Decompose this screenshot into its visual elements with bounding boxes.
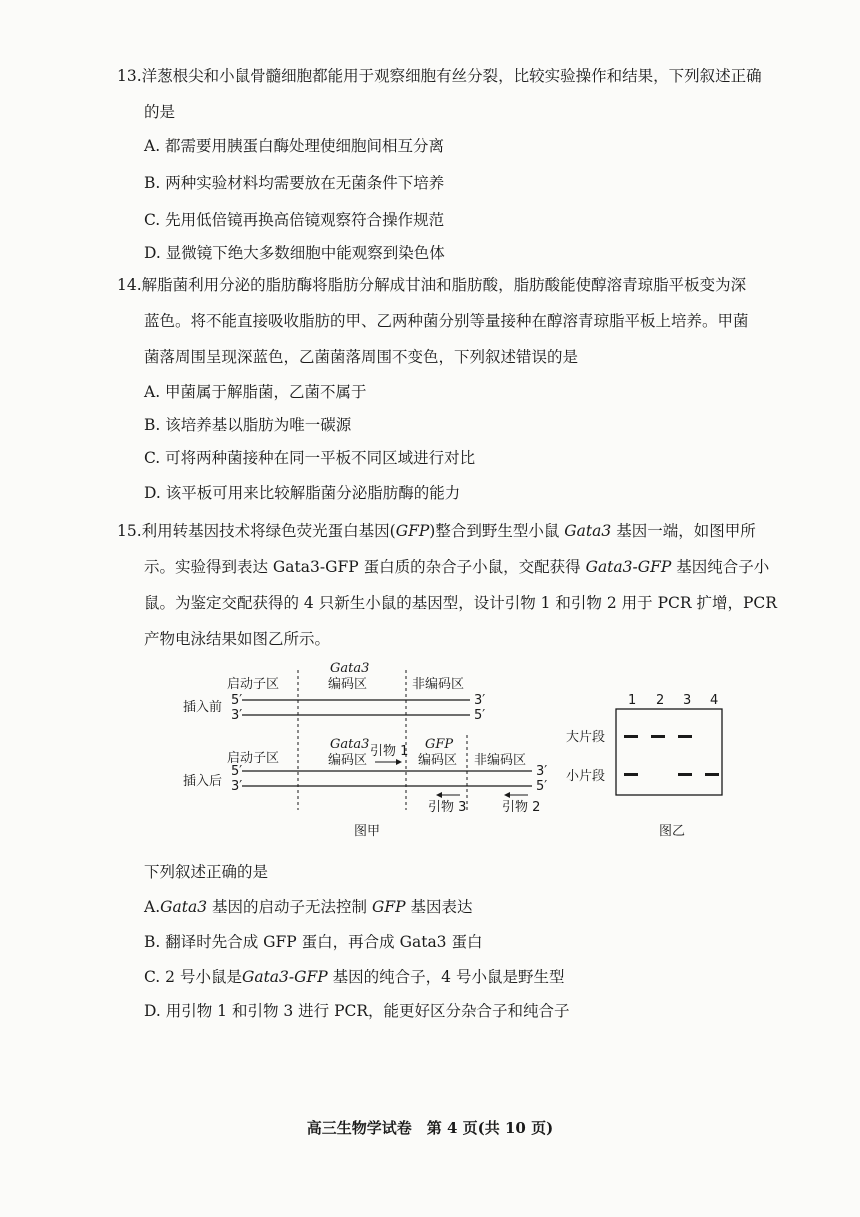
lane-4-label: 4	[710, 693, 719, 708]
q13-option-d: D. 显微镜下绝大多数细胞中能观察到染色体	[144, 244, 445, 262]
fig-a-5prime-right: 5′	[474, 708, 486, 723]
fig-a-gata3-label-2: Gata3	[330, 737, 370, 752]
q15-option-b: B. 翻译时先合成 GFP 蛋白，再合成 Gata3 蛋白	[144, 933, 483, 951]
q15-option-a	[144, 895, 473, 917]
gel-box	[616, 709, 722, 795]
q15-text: 基因一端，如图甲所	[616, 522, 756, 540]
q15-text: 15.利用转基因技术将绿色荧光蛋白基因(	[117, 522, 396, 540]
fig-a-gfp-label: GFP	[425, 737, 454, 752]
large-fragment-label: 大片段	[566, 730, 606, 745]
gata3-gfp-gene-name: Gata3-GFP	[241, 968, 328, 986]
fig-a-3prime-right-2: 3′	[536, 764, 548, 779]
fig-a-noncoding-label: 非编码区	[412, 677, 465, 692]
primer-2-arrowhead	[504, 792, 510, 798]
fig-a-gata3-label: Gata3	[330, 661, 370, 676]
primer-3-arrowhead	[436, 792, 442, 798]
primer-1-label: 引物 1	[370, 744, 409, 759]
fig-a-3prime-right: 3′	[474, 693, 486, 708]
question-14-stem-cont: 蓝色。将不能直接吸收脂肪的甲、乙两种菌分别等量接种在醇溶青琼脂平板上培养。甲菌	[144, 312, 749, 330]
q15-option-c-text2: 基因的纯合子，4 号小鼠是野生型	[332, 968, 565, 986]
q15-text: 示。实验得到表达 Gata3-GFP 蛋白质的杂合子小鼠，交配获得	[144, 558, 581, 576]
q14-option-b: B. 该培养基以脂肪为唯一碳源	[144, 416, 352, 434]
fig-a-noncoding-label-2: 非编码区	[474, 753, 527, 768]
q15-stem-question: 下列叙述正确的是	[144, 863, 269, 881]
q14-option-c: C. 可将两种菌接种在同一平板不同区域进行对比	[144, 449, 476, 467]
lane-1-label: 1	[628, 693, 637, 708]
q13-option-a: A. 都需要用胰蛋白酶处理使细胞间相互分离	[144, 137, 445, 155]
question-14	[117, 267, 749, 375]
small-fragment-label: 小片段	[566, 769, 606, 784]
large-band-lane-1	[624, 735, 638, 738]
large-band-lane-2	[651, 735, 665, 738]
question-15-stem-1	[117, 513, 777, 549]
q15-text: )整合到野生型小鼠	[429, 522, 560, 540]
fig-a-3prime: 3′	[231, 708, 243, 723]
primer-2-label: 引物 2	[502, 800, 541, 815]
lane-2-label: 2	[656, 693, 665, 708]
large-band-lane-3	[678, 735, 692, 738]
fig-a-5prime-2: 5′	[231, 764, 243, 779]
figure-b-caption: 图乙	[659, 824, 686, 839]
q15-option-a-letter: A.	[144, 898, 161, 916]
gel-bands	[624, 735, 719, 776]
q15-option-a-text2: 基因表达	[410, 898, 473, 916]
small-band-lane-4	[705, 773, 719, 776]
question-15-stem-2	[117, 549, 777, 585]
gfp-gene-name: GFP	[395, 522, 430, 540]
fig-a-coding-label-2: 编码区	[328, 753, 368, 768]
question-13-stem: 13.洋葱根尖和小鼠骨髓细胞都能用于观察细胞有丝分裂，比较实验操作和结果，下列叙述正确	[117, 67, 762, 85]
q15-option-c-text: C. 2 号小鼠是	[144, 968, 242, 986]
question-15	[117, 513, 777, 657]
fig-a-5prime: 5′	[231, 693, 243, 708]
page-footer: 高三生物学试卷 第 4 页(共 10 页)	[306, 1119, 554, 1137]
question-14-stem-cont2: 菌落周围呈现深蓝色，乙菌菌落周围不变色，下列叙述错误的是	[144, 348, 579, 366]
fig-a-3prime-2: 3′	[231, 779, 243, 794]
q15-option-a-text: 基因的启动子无法控制	[212, 898, 368, 916]
question-13-stem-cont: 的是	[144, 103, 176, 121]
fig-a-gfp-coding-label: 编码区	[418, 753, 458, 768]
question-15-stem-3: 鼠。为鉴定交配获得的 4 只新生小鼠的基因型，设计引物 1 和引物 2 用于 PCR 扩增，PCR	[144, 594, 777, 612]
question-15-stem-4: 产物电泳结果如图乙所示。	[144, 630, 331, 648]
primer-3-label: 引物 3	[428, 800, 467, 815]
small-band-lane-1	[624, 773, 638, 776]
lane-3-label: 3	[683, 693, 692, 708]
q15-option-c	[144, 965, 564, 987]
fig-a-promoter-label-2: 启动子区	[227, 751, 280, 766]
q15-option-d: D. 用引物 1 和引物 3 进行 PCR，能更好区分杂合子和纯合子	[144, 1002, 570, 1020]
q14-option-a: A. 甲菌属于解脂菌，乙菌不属于	[144, 383, 367, 401]
q15-text: 基因纯合子小	[676, 558, 770, 576]
q13-option-c: C. 先用低倍镜再换高倍镜观察符合操作规范	[144, 211, 445, 229]
fig-a-5prime-right-2: 5′	[536, 779, 548, 794]
gfp-gene-name: GFP	[371, 898, 406, 916]
question-13	[117, 58, 762, 130]
small-band-lane-3	[678, 773, 692, 776]
fig-a-promoter-label: 启动子区	[227, 677, 280, 692]
figure-area	[170, 655, 740, 845]
q14-option-d: D. 该平板可用来比较解脂菌分泌脂肪酶的能力	[144, 484, 461, 502]
primer-1-arrowhead	[396, 759, 402, 765]
fig-a-after-label: 插入后	[183, 774, 223, 789]
figure-a-caption: 图甲	[354, 824, 381, 839]
gata3-gene-name: Gata3	[160, 898, 208, 916]
fig-a-coding-label: 编码区	[328, 677, 368, 692]
q13-option-b: B. 两种实验材料均需要放在无菌条件下培养	[144, 174, 445, 192]
fig-a-before-label: 插入前	[183, 700, 223, 715]
question-14-stem: 14.解脂菌利用分泌的脂肪酶将脂肪分解成甘油和脂肪酸，脂肪酸能使醇溶青琼脂平板变为深	[117, 276, 747, 294]
gata3-gene-name: Gata3	[564, 522, 612, 540]
gata3-gfp-gene-name: Gata3-GFP	[585, 558, 672, 576]
